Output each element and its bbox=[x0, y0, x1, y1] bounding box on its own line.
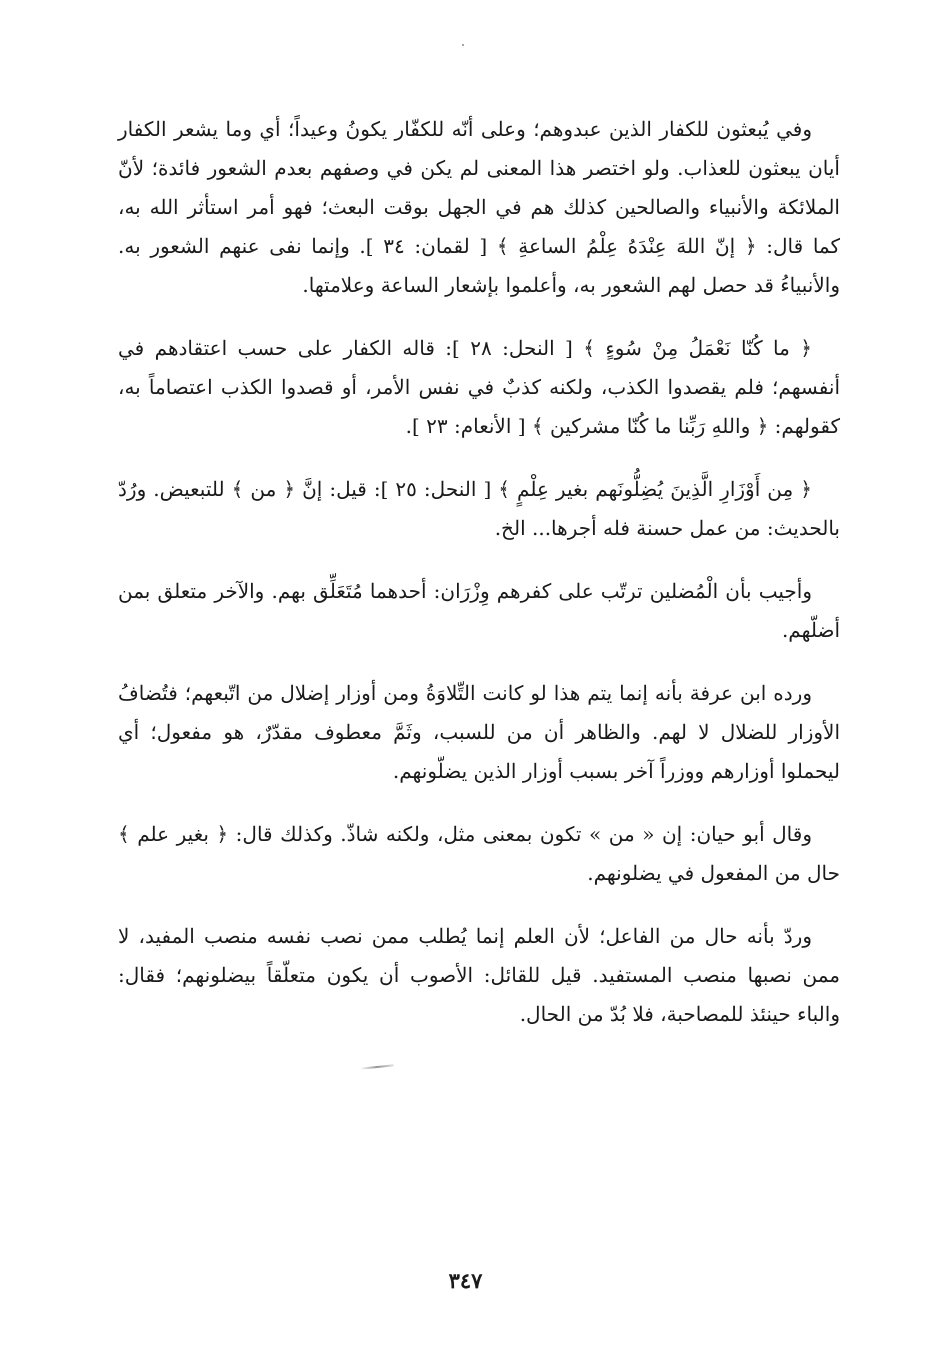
paragraph-7: وردّ بأنه حال من الفاعل؛ لأن العلم إنما يُطلب ممن نصب نفسه منصب المفيد، لا ممن نصبها منصب المستفيد. قيل للقائل: الأصوب أن يكون متعلّقاً بيضلونهم؛ فقال: والباء حينئذ للمصاحبة، فلا بُدّ من الحال. bbox=[118, 924, 840, 1026]
paragraph-2: ﴿ ما كُنّا نَعْمَلُ مِنْ سُوءٍ ﴾ [ النحل: ٢٨ ]: قاله الكفار على حسب اعتقادهم في أنفسهم؛ فلم يقصدوا الكذب، ولكنه كذبٌ في نفس الأمر، أو قصدوا الكذب اعتصاماً به، كقولهم: ﴿ واللهِ رَبِّنا ما كُنّا مشركين ﴾ [ الأنعام: ٢٣ ]. bbox=[118, 336, 840, 438]
scan-smudge bbox=[360, 1064, 396, 1070]
paragraph-1: وفي يُبعثون للكفار الذين عبدوهم؛ وعلى أنّه للكفّار يكونُ وعيداً؛ أي وما يشعر الكفار أيان يبعثون للعذاب. ولو اختصر هذا المعنى لم يكن في وصفهم بعدم الشعور فائدة؛ لأنّ الملائكة والأنبياء والصالحين كذلك هم في الجهل بوقت البعث؛ فهو أمر استأثر الله به، كما قال: ﴿ إنّ اللهَ عِنْدَهُ عِلْمُ الساعةِ ﴾ [ لقمان: ٣٤ ]. وإنما نفى عنهم الشعور به. والأنبياءُ قد حصل لهم الشعور به، وأعلموا بإشعار الساعة وعلامتها. bbox=[118, 117, 841, 297]
paragraph-6: وقال أبو حيان: إن « من » تكون بمعنى مثل، ولكنه شاذّ. وكذلك قال: ﴿ بغير علم ﴾ حال من المفعول في يضلونهم. bbox=[118, 822, 840, 885]
paragraph-4: وأجيب بأن الْمُضلين ترتّب على كفرهم وِزْرَان: أحدهما مُتَعَلِّق بهم. والآخر متعلق بمن أضلّهم. bbox=[118, 579, 840, 642]
paragraph-5: ورده ابن عرفة بأنه إنما يتم هذا لو كانت التِّلاوَةُ ومن أوزار إضلال من اتّبعهم؛ فتُضافُ الأوزار للضلال لا لهم. والظاهر أن من للسبب، وثَمَّ معطوف مقدّرٌ، هو مفعول؛ أي ليحملوا أوزارهم ووزراً آخر بسبب أوزار الذين يضلّونهم. bbox=[118, 681, 841, 783]
page-number: ٣٤٧ bbox=[448, 1268, 483, 1293]
scan-speck bbox=[462, 44, 464, 46]
paragraph-3: ﴿ مِن أَوْزَارِ الَّذِينَ يُضِلُّونَهم بغير عِلْمٍ ﴾ [ النحل: ٢٥ ]: قيل: إنَّ ﴿ من ﴾ للتبعيض. ورُدّ بالحديث: من عمل حسنة فله أجرها... الخ. bbox=[118, 477, 840, 540]
page-body bbox=[118, 110, 840, 1034]
